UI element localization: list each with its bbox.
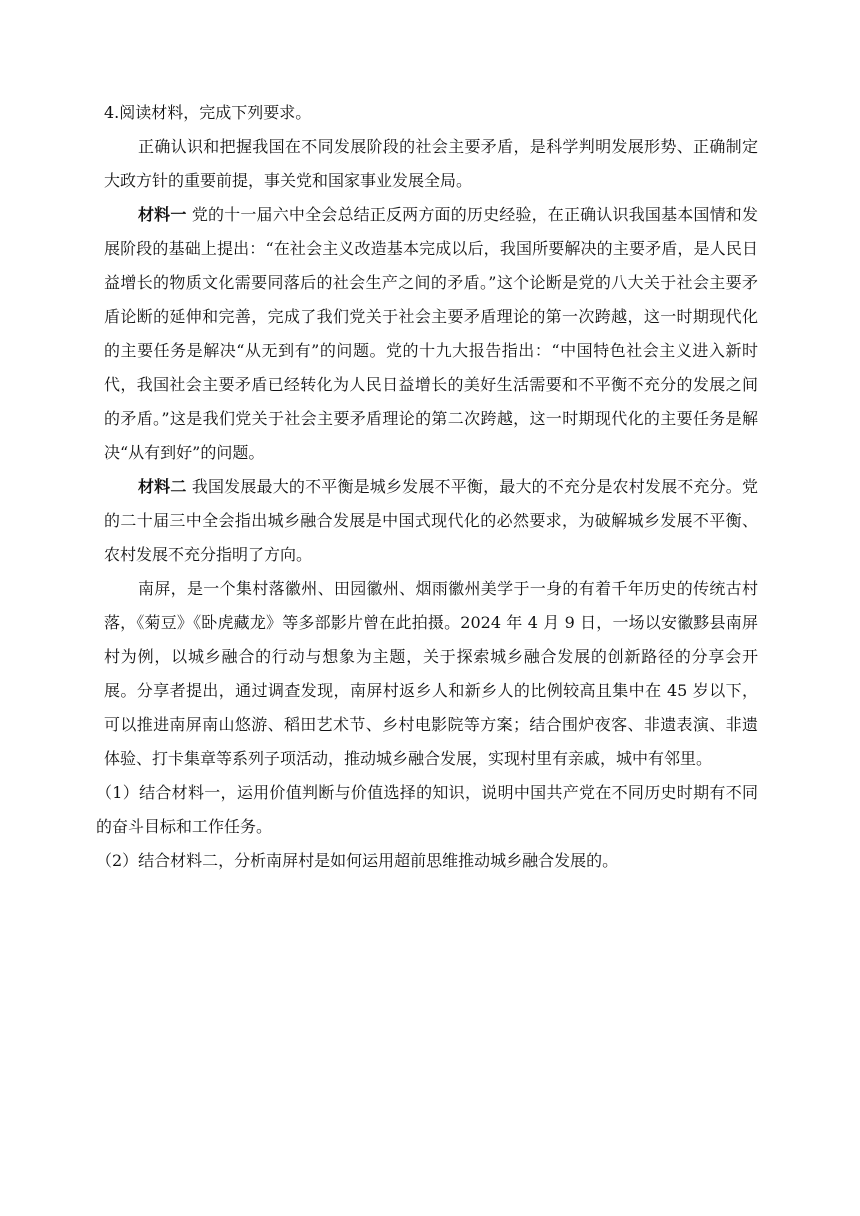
material-two-paragraph xyxy=(104,470,758,572)
intro-paragraph: 正确认识和把握我国在不同发展阶段的社会主要矛盾，是科学判明发展形势、正确制定大政方针的重要前提，事关党和国家事业发展全局。 xyxy=(104,137,758,190)
sub-question-1: （1）结合材料一，运用价值判断与价值选择的知识，说明中国共产党在不同历史时期有不同的奋斗目标和工作任务。 xyxy=(96,783,758,836)
question-title: 4.阅读材料，完成下列要求。 xyxy=(104,103,312,122)
sub-question-2: （2）结合材料二，分析南屏村是如何运用超前思维推动城乡融合发展的。 xyxy=(96,851,619,870)
material-two-text: 我国发展最大的不平衡是城乡发展不平衡，最大的不充分是农村发展不充分。党的二十届三中全会指出城乡融合发展是中国式现代化的必然要求，为破解城乡发展不平衡、农村发展不充分指明了方向。 xyxy=(104,477,758,564)
material-one-paragraph xyxy=(104,198,758,470)
material-one-text: 党的十一届六中全会总结正反两方面的历史经验，在正确认识我国基本国情和发展阶段的基础上提出：“在社会主义改造基本完成以后，我国所要解决的主要矛盾，是人民日益增长的物质文化需要同落后的社会生产之间的矛盾。”这个论断是党的八大关于社会主要矛盾论断的延伸和完善，完成了我们党关于社会主要矛盾理论的第一次跨越，这一时期现代化的主要任务是解决“从无到有”的问题。党的十九大报告指出：“中国特色社会主义进入新时代，我国社会主要矛盾已经转化为人民日益增长的美好生活需要和不平衡不充分的发展之间的矛盾。”这是我们党关于社会主要矛盾理论的第二次跨越，这一时期现代化的主要任务是解决“从有到好”的问题。 xyxy=(104,205,758,462)
exam-question xyxy=(96,96,758,878)
material-one-label: 材料一 xyxy=(138,205,187,224)
material-two-label: 材料二 xyxy=(138,477,187,496)
nanping-paragraph: 南屏，是一个集村落徽州、田园徽州、烟雨徽州美学于一身的有着千年历史的传统古村落，《菊豆》《卧虎藏龙》等多部影片曾在此拍摄。2024 年 4 月 9 日，一场以安徽黟县南屏村为例，以城乡融合的行动与想象为主题，关于探索城乡融合发展的创新路径的分享会开展。分享者提出，通过调查发现，南屏村返乡人和新乡人的比例较高且集中在 45 岁以下，可以推进南屏南山悠游、稻田艺术节、乡村电影院等方案；结合围炉夜客、非遗表演、非遗体验、打卡集章等系列子项活动，推动城乡融合发展，实现村里有亲戚，城中有邻里。 xyxy=(104,579,758,768)
